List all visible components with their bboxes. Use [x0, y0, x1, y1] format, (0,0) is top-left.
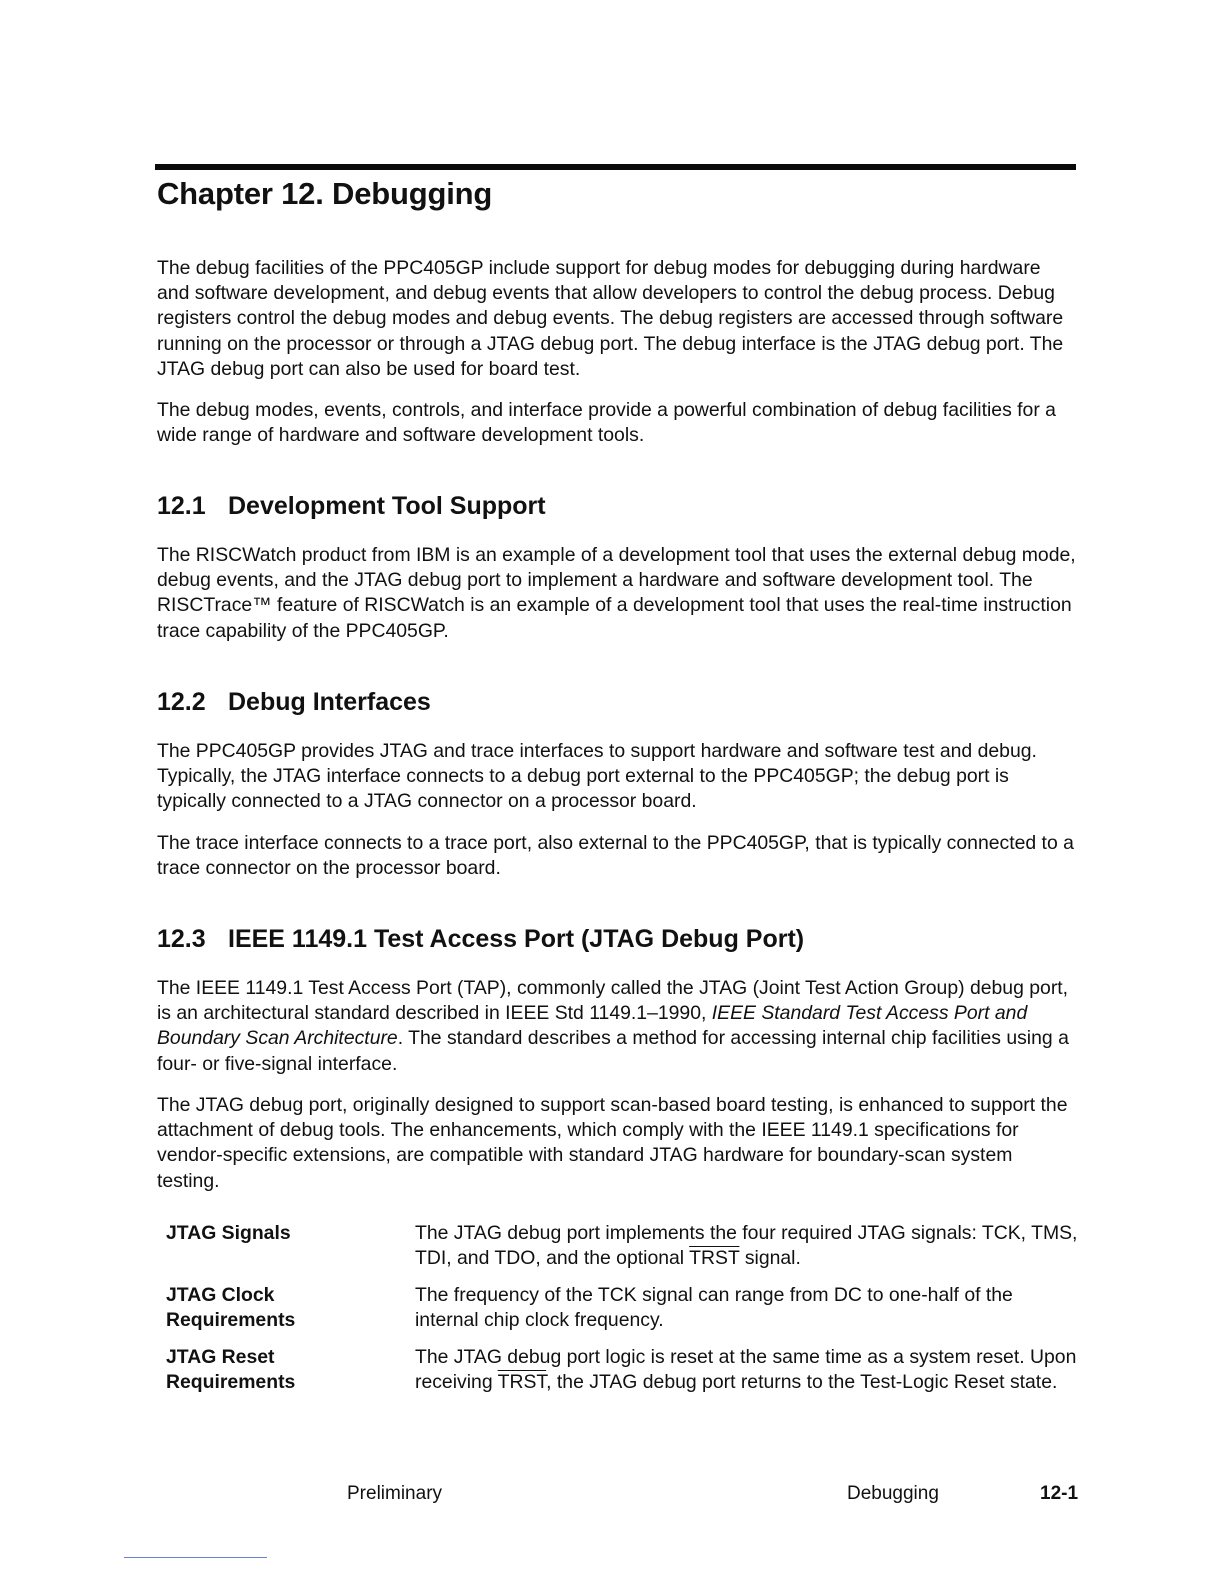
term-line: Requirements: [166, 1371, 296, 1394]
definition-description: [415, 1345, 1080, 1395]
section-title: Development Tool Support: [228, 492, 546, 520]
chapter-rule: [155, 164, 1076, 170]
paragraph-text: . The standard describes a method for accessing internal chip facilities using a four- or five-signal interface.: [157, 1027, 1069, 1075]
paragraph-text: The IEEE 1149.1 Test Access Port (TAP), commonly called the JTAG (Joint Test Action Group) debug port, is an architectural standard described in IEEE Std 1149.1–1990,: [157, 977, 1069, 1025]
term-line: Requirements: [166, 1309, 296, 1332]
footer-page-number: 12-1: [1040, 1483, 1079, 1504]
trst-signal: TRST: [689, 1247, 740, 1270]
intro-paragraph-2: The debug modes, events, controls, and interface provide a powerful combination of debug facilities for a wide range of hardware and software development tools.: [157, 399, 1056, 447]
section-heading-12-2: [157, 688, 431, 717]
intro-paragraph-1: The debug facilities of the PPC405GP include support for debug modes for debugging during hardware and software development, and debug events that allow developers to control the debug process. Debug registers control the debug modes and debug events. The debug registers are accessed through software running on the processor or through a JTAG debug port. The debug interface is the JTAG debug port. The JTAG debug port can also be used for board test.: [157, 257, 1064, 380]
definition-text: , the JTAG debug port returns to the Test-Logic Reset state.: [546, 1371, 1058, 1394]
trst-signal: TRST: [497, 1371, 547, 1394]
section-title: IEEE 1149.1 Test Access Port (JTAG Debug Port): [228, 925, 805, 953]
chapter-title: Chapter 12. Debugging: [157, 176, 493, 211]
section-12-2-paragraph-1: The PPC405GP provides JTAG and trace interfaces to support hardware and software test and debug. Typically, the JTAG interface connects to a debug port external to the PPC405GP; the debug port is typically connected to a JTAG connector on a processor board.: [157, 740, 1037, 813]
definition-term: JTAG Signals: [166, 1222, 291, 1244]
footer-chapter-name: Debugging: [847, 1483, 939, 1504]
section-heading-12-1: [157, 492, 546, 521]
standard-title: IEEE Standard Test Access Port and Boundary Scan Architecture: [157, 1002, 1028, 1050]
footer-status: Preliminary: [347, 1483, 443, 1504]
definition-text: signal.: [739, 1247, 801, 1270]
section-title: Debug Interfaces: [228, 688, 431, 716]
term-line: JTAG Reset: [166, 1346, 275, 1368]
section-number: 12.3: [157, 925, 206, 953]
section-12-3-paragraph-2: The JTAG debug port, originally designed to support scan-based board testing, is enhanced to support the attachment of debug tools. The enhancements, which comply with the IEEE 1149.1 specifications for vendor-specific extensions, are compatible with standard JTAG hardware for boundary-scan system testing.: [157, 1094, 1068, 1192]
definition-description: [415, 1221, 1080, 1271]
definition-term: [166, 1345, 396, 1395]
definition-term: [166, 1283, 396, 1333]
term-line: JTAG Clock: [166, 1284, 275, 1306]
definition-text: The JTAG debug port logic is reset at the same time as a system reset. Upon receiving: [415, 1346, 1077, 1394]
section-number: 12.2: [157, 688, 206, 716]
section-12-3-paragraph-1: [157, 976, 1077, 1077]
definition-description: The frequency of the TCK signal can range from DC to one-half of the internal chip clock frequency.: [415, 1284, 1013, 1332]
scan-artifact-line: [124, 1557, 267, 1558]
section-number: 12.1: [157, 492, 206, 520]
section-12-2-paragraph-2: The trace interface connects to a trace port, also external to the PPC405GP, that is typically connected to a trace connector on the processor board.: [157, 832, 1074, 880]
definition-text: The JTAG debug port implements the four required JTAG signals: TCK, TMS, TDI, and TDO, and the optional: [415, 1222, 1078, 1270]
section-12-1-paragraph-1: The RISCWatch product from IBM is an example of a development tool that uses the external debug mode, debug events, and the JTAG debug port to implement a hardware and software development tool. The RISCTrace™ feature of RISCWatch is an example of a development tool that uses the real-time instruction trace capability of the PPC405GP.: [157, 544, 1076, 642]
section-heading-12-3: [157, 925, 804, 954]
